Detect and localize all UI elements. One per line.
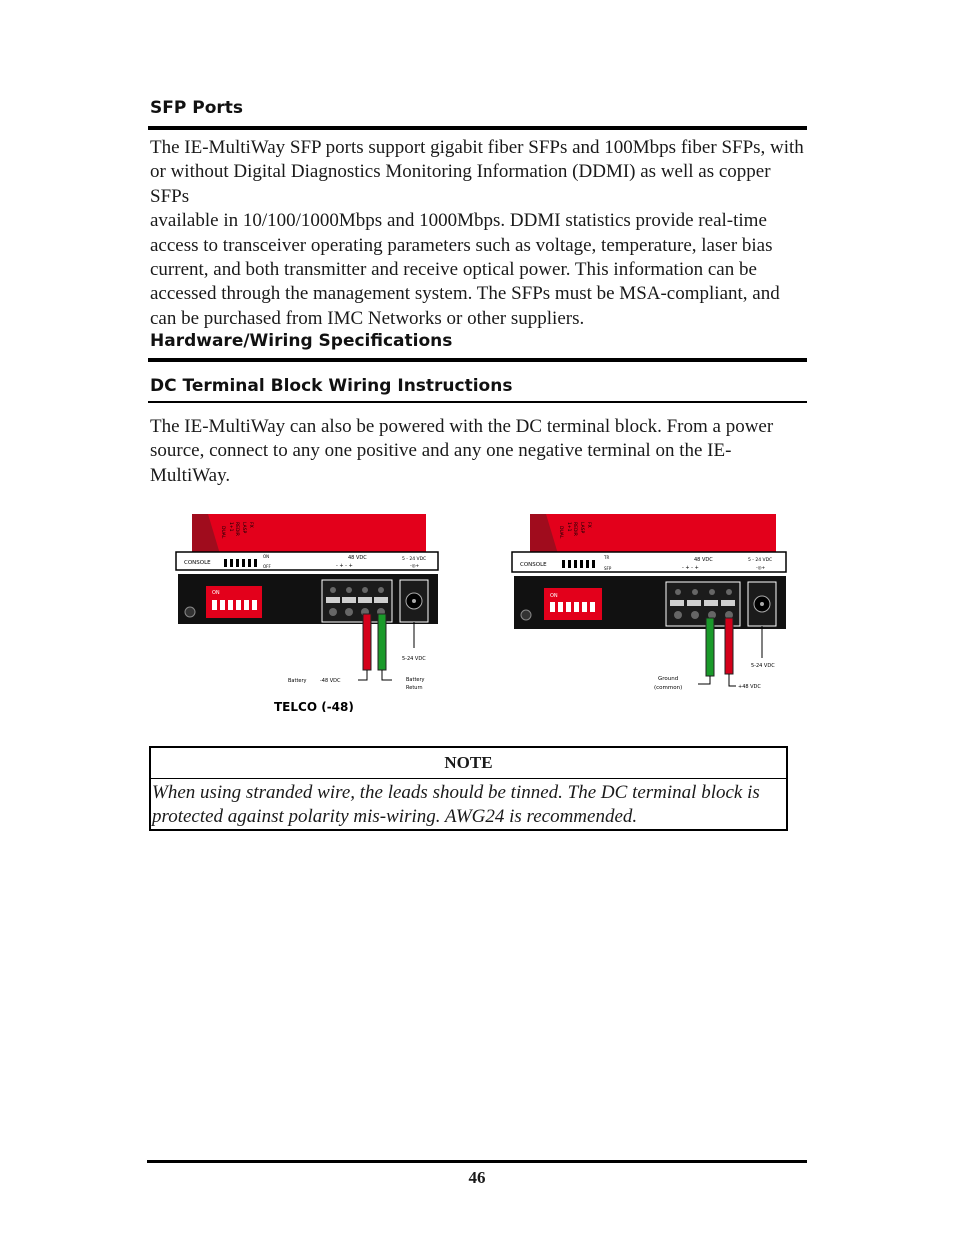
dc-jack-pin (412, 599, 416, 603)
console-label: CONSOLE (520, 562, 547, 568)
diagram-caption: TELCO (-48) (274, 700, 354, 712)
label-5-24: 5-24 VDC (402, 656, 426, 662)
tr-label: TR (604, 555, 610, 560)
note-line: When using stranded wire, the leads should be tinned. The DC terminal block is (152, 782, 760, 803)
jack-sign: -◎+ (410, 564, 420, 569)
leader-ground (698, 676, 710, 684)
svg-text:DUAL: DUAL (220, 526, 225, 539)
dip-on-label: ON (550, 593, 558, 599)
common-ground-wiring-diagram (508, 512, 792, 702)
heading-rule-dc-terminal (148, 401, 807, 403)
device-red-top (530, 514, 776, 554)
label-pos48: +48 VDC (738, 684, 761, 690)
sfp-label: SFP (604, 566, 612, 571)
vdc48-label: 48 VDC (694, 557, 713, 563)
device-label-strip (512, 552, 786, 572)
section-heading-hardware: Hardware/Wiring Specifications (150, 331, 453, 351)
label-battery-return-1: Battery (406, 677, 425, 683)
dc-paragraph (150, 415, 810, 488)
leader-return (382, 670, 392, 680)
page-number: 46 (468, 1168, 486, 1187)
sfp-line: The IE-MultiWay SFP ports support gigabit fiber SFPs and 100Mbps fiber SFPs, with (150, 137, 804, 158)
vdc48-label: 48 VDC (348, 555, 367, 561)
svg-text:1+1: 1+1 (228, 522, 233, 532)
jack-sign: -◎+ (756, 566, 766, 571)
device-label-strip (176, 552, 438, 570)
vdc5-24-label: 5 - 24 VDC (402, 557, 427, 562)
off-label: OFF (263, 564, 271, 569)
label-5-24: 5-24 VDC (751, 663, 775, 669)
dc-line: MultiWay. (150, 464, 231, 486)
heading-rule-hardware (148, 358, 807, 362)
telco-wiring-diagram (170, 512, 450, 712)
label-neg48: -48 VDC (320, 678, 341, 684)
label-ground-2: (common) (654, 685, 683, 691)
sfp-line: access to transceiver operating parameters such as voltage, temperature, laser bias (150, 234, 773, 256)
footer-rule (147, 1160, 807, 1163)
svg-text:LASP: LASP (579, 522, 584, 534)
on-label: ON (263, 554, 270, 559)
wire-green-ground (706, 618, 714, 676)
ground-screw (185, 607, 195, 617)
svg-text:1+1: 1+1 (566, 522, 571, 532)
ground-screw (521, 610, 531, 620)
svg-text:FX: FX (248, 522, 253, 528)
sfp-line: available in 10/100/1000Mbps and 1000Mbps. DDMI statistics provide real-time (150, 210, 767, 232)
leader-pos48 (729, 674, 736, 686)
svg-text:DUAL: DUAL (558, 526, 563, 539)
note-line: protected against polarity mis-wiring. AWG24 is recommended. (152, 806, 638, 827)
note-title: NOTE (151, 748, 786, 779)
sfp-paragraph (150, 136, 810, 331)
leader-battery (358, 670, 367, 680)
note-body (151, 779, 786, 829)
section-heading-sfp: SFP Ports (150, 98, 244, 118)
svg-text:REDIR: REDIR (234, 522, 239, 536)
note-box (149, 746, 788, 831)
wire-red-positive (725, 618, 733, 674)
console-label: CONSOLE (184, 560, 211, 566)
sfp-line: can be purchased from IMC Networks or other suppliers. (150, 307, 585, 329)
sfp-line: or without Digital Diagnostics Monitoring Information (DDMI) as well as copper SFPs (150, 161, 771, 207)
sfp-line: accessed through the management system. The SFPs must be MSA-compliant, and (150, 283, 780, 305)
svg-text:REDIR: REDIR (572, 522, 577, 536)
device-red-top (192, 514, 426, 554)
dc-jack-pin (760, 602, 764, 606)
label-battery: Battery (288, 678, 307, 684)
label-battery-return-2: Return (406, 685, 423, 691)
terminal-signs: - + - + (336, 563, 353, 569)
svg-text:LASP: LASP (241, 522, 246, 534)
label-ground-1: Ground (658, 676, 679, 682)
telco-wiring-illustration (170, 512, 450, 712)
heading-rule-sfp (148, 126, 807, 130)
wire-red-negative (363, 614, 371, 670)
sfp-line: current, and both transmitter and receive optical power. This information can be (150, 259, 757, 281)
section-heading-dc-terminal: DC Terminal Block Wiring Instructions (150, 376, 513, 396)
dc-line: source, connect to any one positive and any one negative terminal on the IE- (150, 440, 732, 462)
common-ground-illustration (508, 512, 792, 702)
wire-green-return (378, 614, 386, 670)
dip-on-label: ON (212, 590, 220, 596)
svg-text:FX: FX (586, 522, 591, 528)
terminal-signs: - + - + (682, 565, 699, 571)
vdc5-24-label: 5 - 24 VDC (748, 558, 773, 563)
dc-line: The IE-MultiWay can also be powered with the DC terminal block. From a power (150, 416, 774, 437)
